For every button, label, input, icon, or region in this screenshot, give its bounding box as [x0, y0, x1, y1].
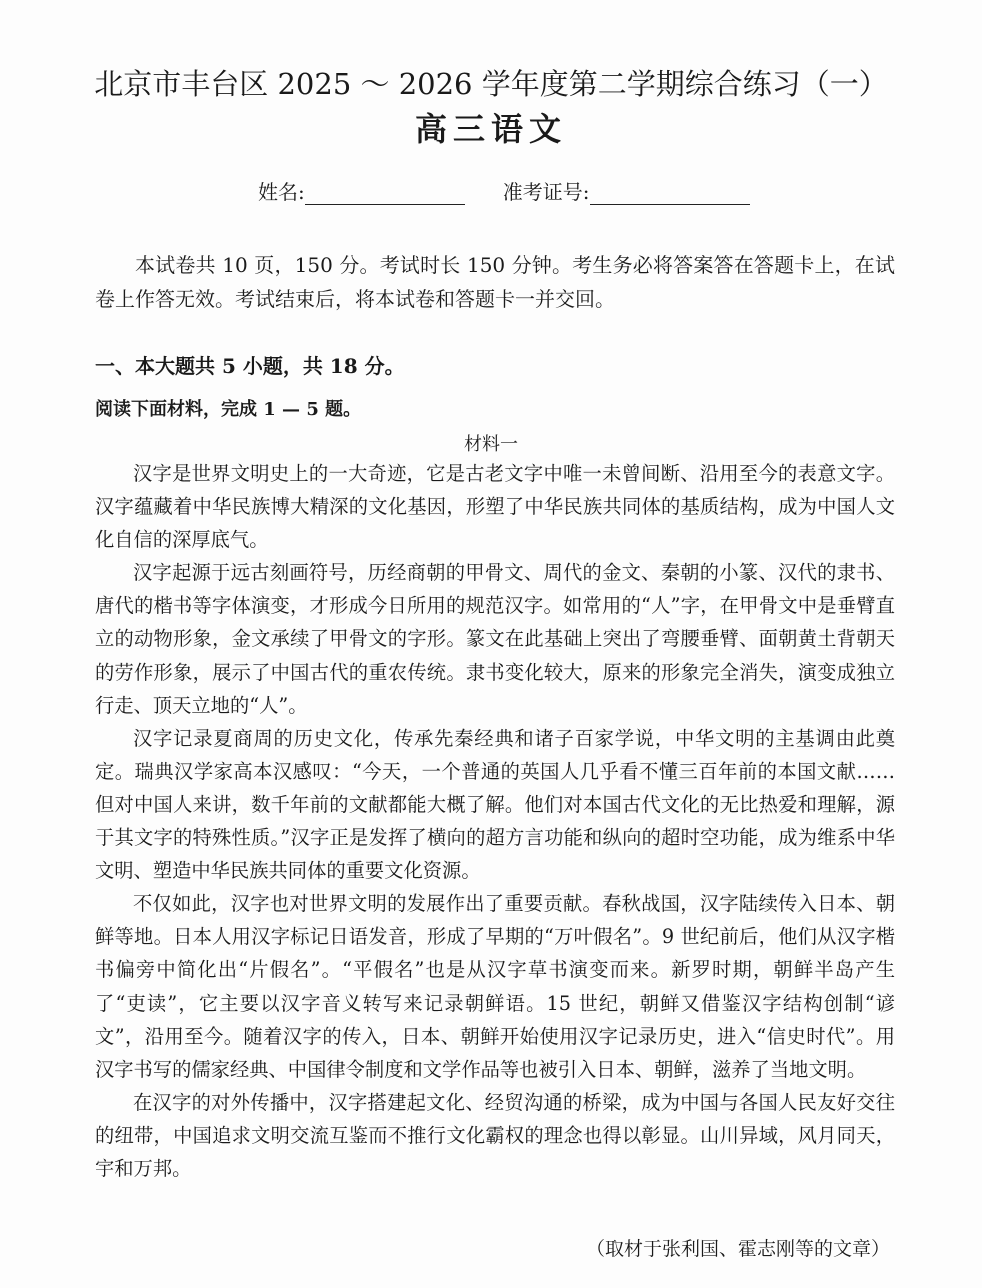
source-citation: （取材于张利国、霍志刚等的文章）: [585, 1238, 890, 1260]
exam-id-blank: [590, 184, 750, 205]
exam-instructions: 本试卷共 10 页，150 分。考试时长 150 分钟。考生务必将答案答在答题卡上，在试卷上作答无效。考试结束后，将本试卷和答题卡一并交回。: [95, 253, 895, 311]
name-label: 姓名:: [258, 180, 305, 204]
candidate-fields: [258, 176, 750, 205]
paragraph: 在汉字的对外传播中，汉字搭建起文化、经贸沟通的桥梁，成为中国与各国人民友好交往的纽带，中国追求文明交流互鉴而不推行文化霸权的理念也得以彰显。山川异域，风月同天，宇和万邦。: [95, 1090, 895, 1180]
exam-id-label: 准考证号:: [502, 180, 590, 204]
paragraph: 汉字起源于远古刻画符号，历经商朝的甲骨文、周代的金文、秦朝的小篆、汉代的隶书、唐代的楷书等字体演变，才形成今日所用的规范汉字。如常用的“人”字，在甲骨文中是垂臂直立的动物形象，金文承续了甲骨文的字形。篆文在此基础上突出了弯腰垂臂、面朝黄土背朝天的劳作形象，展示了中国古代的重农传统。隶书变化较大，原来的形象完全消失，演变成独立行走、顶天立地的“人”。: [95, 561, 895, 717]
paragraph: 汉字是世界文明史上的一大奇迹，它是古老文字中唯一未曾间断、沿用至今的表意文字。汉字蕴藏着中华民族博大精深的文化基因，形塑了中华民族共同体的基质结构，成为中国人文化自信的深厚底气。: [95, 462, 895, 552]
paragraph: 汉字记录夏商周的历史文化，传承先秦经典和诸子百家学说，中华文明的主基调由此奠定。瑞典汉学家高本汉感叹：“今天，一个普通的英国人几乎看不懂三百年前的本国文献……但对中国人来讲，数千年前的文献都能大概了解。他们对本国古代文化的无比热爱和理解，源于其文字的特殊性质。”汉字正是发挥了横向的超方言功能和纵向的超时空功能，成为维系中华文明、塑造中华民族共同体的重要文化资源。: [95, 726, 895, 883]
section-heading: 一、本大题共 5 小题，共 18 分。: [95, 354, 405, 378]
material-body: [95, 457, 895, 1185]
reading-prompt: 阅读下面材料，完成 1 — 5 题。: [95, 399, 362, 420]
material-title: 材料一: [464, 434, 518, 455]
paragraph: 不仅如此，汉字也对世界文明的发展作出了重要贡献。春秋战国，汉字陆续传入日本、朝鲜等地。日本人用汉字标记日语发音，形成了早期的“万叶假名”。9 世纪前后，他们从汉字楷书偏旁中简化出“片假名”。“平假名”也是从汉字草书演变而来。新罗时期，朝鲜半岛产生了“吏读”，它主要以汉字音义转写来记录朝鲜语。15 世纪，朝鲜又借鉴汉字结构创制“谚文”，沿用至今。随着汉字的传入，日本、朝鲜开始使用汉字记录历史，进入“信史时代”。用汉字书写的儒家经典、中国律令制度和文学作品等也被引入日本、朝鲜，滋养了当地文明。: [95, 892, 895, 1081]
name-blank: [305, 184, 465, 205]
exam-subject: 高三语文: [414, 110, 567, 148]
exam-title: 北京市丰台区 2025 ～ 2026 学年度第二学期综合练习（一）: [94, 67, 888, 101]
